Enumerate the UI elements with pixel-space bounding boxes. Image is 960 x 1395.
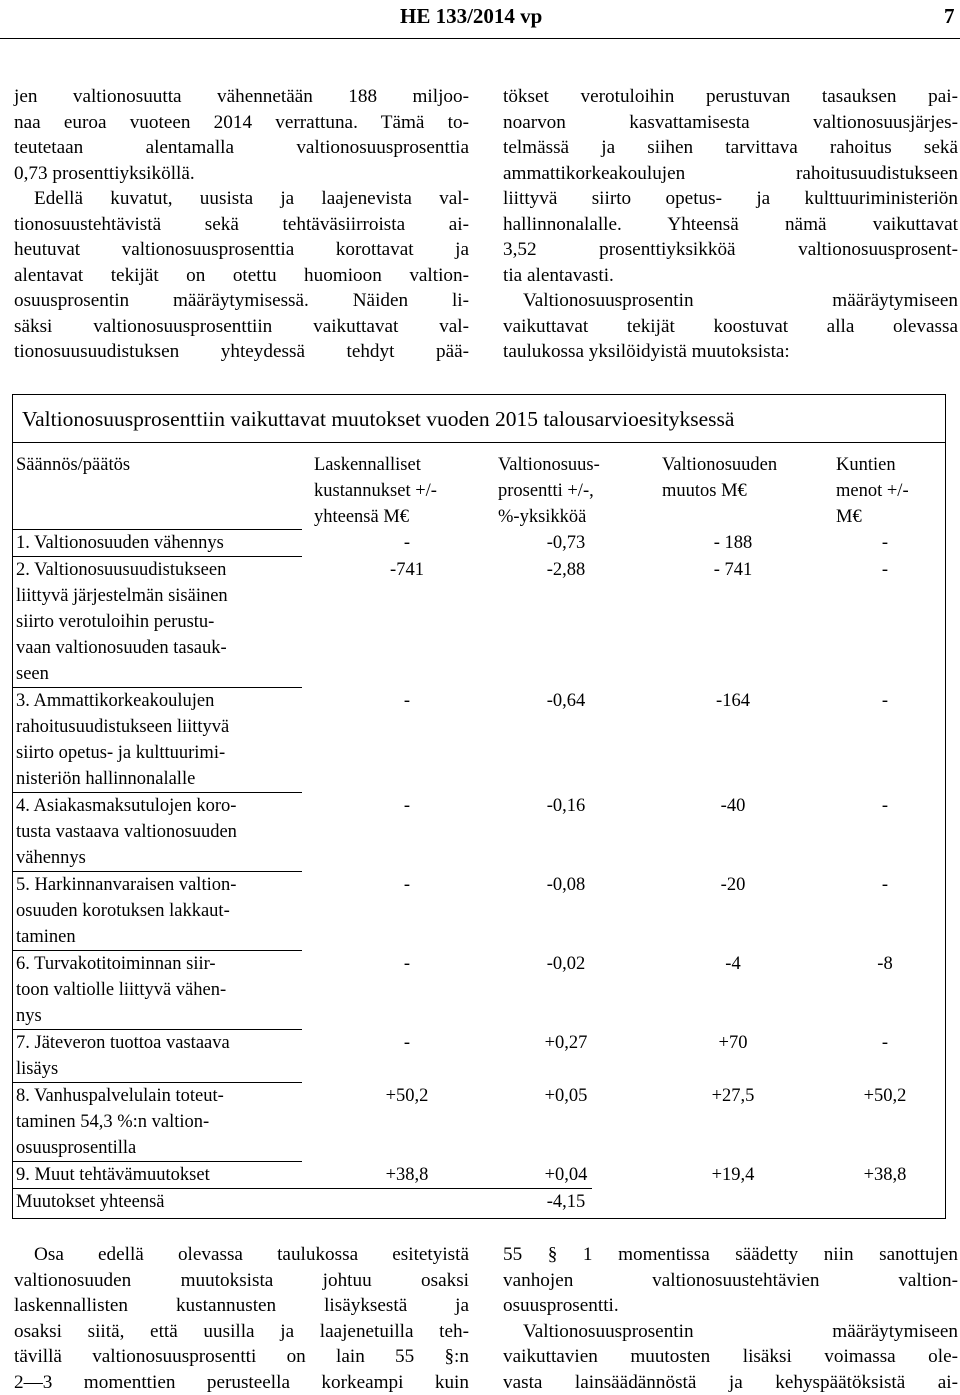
table-cell-line: 4. Asiakasmaksutulojen koro-: [16, 793, 237, 819]
text-line: noarvon kasvattamisesta valtionosuusjärjes-: [503, 110, 958, 136]
table-cell-cost: -: [352, 530, 462, 556]
text-line: liittyvä siirto opetus- ja kulttuuriministeriön: [503, 186, 958, 212]
table-cell-change: +27,5: [678, 1083, 788, 1109]
table-header-municipal: [836, 452, 909, 530]
text-line: Valtionosuusprosentin määräytymiseen: [503, 288, 958, 314]
table-cell-cost: -: [352, 688, 462, 714]
text-line: 0,73 prosenttiyksiköllä.: [14, 161, 469, 187]
text-line: säksi valtionosuusprosenttiin vaikuttavat val-: [14, 314, 469, 340]
table-cell-munic: -: [830, 1030, 940, 1056]
table-row-label: [16, 530, 224, 556]
text-line: valtionosuuden muutoksista johtuu osaksi: [14, 1268, 469, 1294]
table-header-cell: M€: [836, 504, 909, 530]
table-cell-line: 2. Valtionosuusuudistukseen: [16, 557, 228, 583]
table-header-rule: [16, 452, 130, 478]
table-cell-cost: -: [352, 872, 462, 898]
table-cell-line: seen: [16, 661, 228, 687]
table-row-label: [16, 872, 236, 950]
table-cell-line: lisäys: [16, 1056, 230, 1082]
text-line: tökset verotuloihin perustuvan tasauksen pai-: [503, 84, 958, 110]
text-line: osuusprosentin määräytymisessä. Näiden li-: [14, 288, 469, 314]
table-header-cell: Säännös/päätös: [16, 452, 130, 478]
text-line: 3,52 prosenttiyksikköä valtionosuusprosent-: [503, 237, 958, 263]
table-cell-cost: +50,2: [352, 1083, 462, 1109]
table-cell-change: - 188: [678, 530, 788, 556]
table-cell-line: 1. Valtionosuuden vähennys: [16, 530, 224, 556]
table-cell-line: rahoitusuudistukseen liittyvä: [16, 714, 229, 740]
table-row-label: [16, 557, 228, 687]
text-line: vaikuttavien muutosten lisäksi voimassa ole-: [503, 1344, 958, 1370]
text-line: tävillä valtionosuusprosentti on lain 55 §:n: [14, 1344, 469, 1370]
table-cell-line: 7. Jäteveron tuottoa vastaava: [16, 1030, 230, 1056]
table-header-cell: menot +/-: [836, 478, 909, 504]
text-line: taulukossa yksilöidyistä muutoksista:: [503, 339, 958, 365]
table-cell-change: +19,4: [678, 1162, 788, 1188]
table-cell-change: -40: [678, 793, 788, 819]
table-header-cell: Kuntien: [836, 452, 909, 478]
table-row-label: [16, 951, 226, 1029]
table-header-cell: %-yksikköä: [498, 504, 600, 530]
table-cell-munic: -: [830, 872, 940, 898]
table-cell-line: 8. Vanhuspalvelulain toteut-: [16, 1083, 224, 1109]
table-cell-line: vaan valtionosuuden tasauk-: [16, 635, 228, 661]
text-line: Edellä kuvatut, uusista ja laajenevista val-: [14, 186, 469, 212]
table-title: Valtionosuusprosenttiin vaikuttavat muutokset vuoden 2015 talousarvioesityksessä: [22, 407, 734, 432]
table-header-cost: [314, 452, 437, 530]
table-cell-line: vähennys: [16, 845, 237, 871]
table-cell-line: Muutokset yhteensä: [16, 1189, 165, 1215]
text-line: heutuvat valtionosuusprosenttia korottavat ja: [14, 237, 469, 263]
text-line: 2—3 momenttien perusteella korkeampi kuin: [14, 1370, 469, 1395]
left-column-top: [14, 84, 469, 365]
table-cell-line: nisteriön hallinnonalalle: [16, 766, 229, 792]
table-header-cell: muutos M€: [662, 478, 777, 504]
table-cell-pct: -4,15: [511, 1189, 621, 1215]
table-cell-change: +70: [678, 1030, 788, 1056]
table-row-label: [16, 1083, 224, 1161]
table-cell-line: taminen: [16, 924, 236, 950]
table-cell-cost: -: [352, 1030, 462, 1056]
table-cell-change: - 741: [678, 557, 788, 583]
right-column-top: [503, 84, 958, 365]
text-line: alentavat tekijät on otettu huomioon valtion-: [14, 263, 469, 289]
table-cell-pct: -0,08: [511, 872, 621, 898]
page-number: 7: [944, 4, 955, 29]
table-cell-line: osuuden korotuksen lakkaut-: [16, 898, 236, 924]
text-line: tionosuustehtävistä sekä tehtäväsiirroista ai-: [14, 212, 469, 238]
table-cell-line: nys: [16, 1003, 226, 1029]
text-line: ammattikorkeakoulujen rahoitusuudistukseen: [503, 161, 958, 187]
table-header-cell: kustannukset +/-: [314, 478, 437, 504]
text-line: jen valtionosuutta vähennetään 188 miljoo-: [14, 84, 469, 110]
table-cell-line: siirto opetus- ja kulttuurimi-: [16, 740, 229, 766]
table-cell-munic: -: [830, 530, 940, 556]
table-row-label: [16, 688, 229, 792]
table-cell-line: osuusprosentilla: [16, 1135, 224, 1161]
table-cell-munic: +50,2: [830, 1083, 940, 1109]
table-title-rule: [12, 442, 946, 443]
text-line: vasta lainsäädännöstä ja kehyspäätöksistä ai-: [503, 1370, 958, 1395]
table-cell-cost: -741: [352, 557, 462, 583]
table-header-cell: prosentti +/-,: [498, 478, 600, 504]
table-cell-line: 9. Muut tehtävämuutokset: [16, 1162, 210, 1188]
right-column-bottom: [503, 1242, 958, 1395]
text-line: tionosuusuudistuksen yhteydessä tehdyt pää-: [14, 339, 469, 365]
table-header-cell: yhteensä M€: [314, 504, 437, 530]
table-cell-line: taminen 54,3 %:n valtion-: [16, 1109, 224, 1135]
table-cell-pct: +0,04: [511, 1162, 621, 1188]
table-cell-line: siirto verotuloihin perustu-: [16, 609, 228, 635]
table-cell-change: -164: [678, 688, 788, 714]
text-line: osuusprosentti.: [503, 1293, 958, 1319]
table-cell-line: tusta vastaava valtionosuuden: [16, 819, 237, 845]
table-row-label: [16, 1030, 230, 1082]
table-header-cell: Valtionosuuden: [662, 452, 777, 478]
text-line: vaikuttavat tekijät koostuvat alla olevassa: [503, 314, 958, 340]
table-cell-pct: -0,16: [511, 793, 621, 819]
table-cell-munic: -8: [830, 951, 940, 977]
text-line: Osa edellä olevassa taulukossa esitetyistä: [14, 1242, 469, 1268]
table-cell-change: -4: [678, 951, 788, 977]
header-rule: [0, 38, 960, 39]
table-cell-munic: -: [830, 793, 940, 819]
table-cell-pct: -0,73: [511, 530, 621, 556]
text-line: tia alentavasti.: [503, 263, 958, 289]
text-line: teutetaan alentamalla valtionosuusprosenttia: [14, 135, 469, 161]
table-cell-line: liittyvä järjestelmän sisäinen: [16, 583, 228, 609]
table-cell-cost: +38,8: [352, 1162, 462, 1188]
table-cell-pct: +0,27: [511, 1030, 621, 1056]
text-line: hallinnonalalle. Yhteensä nämä vaikuttavat: [503, 212, 958, 238]
text-line: Valtionosuusprosentin määräytymiseen: [503, 1319, 958, 1345]
table-cell-pct: -0,02: [511, 951, 621, 977]
left-column-bottom: [14, 1242, 469, 1395]
document-header-title: HE 133/2014 vp: [400, 4, 542, 29]
table-cell-cost: -: [352, 793, 462, 819]
table-cell-line: 3. Ammattikorkeakoulujen: [16, 688, 229, 714]
table-cell-munic: -: [830, 688, 940, 714]
table-cell-pct: +0,05: [511, 1083, 621, 1109]
table-header-percent: [498, 452, 600, 530]
table-cell-change: -20: [678, 872, 788, 898]
table-cell-line: 5. Harkinnanvaraisen valtion-: [16, 872, 236, 898]
text-line: naa euroa vuoteen 2014 verrattuna. Tämä to-: [14, 110, 469, 136]
table-header-cell: Valtionosuus-: [498, 452, 600, 478]
table-header-change: [662, 452, 777, 504]
text-line: 55 § 1 momentissa säädetty niin sanottujen: [503, 1242, 958, 1268]
table-row-label: [16, 1162, 210, 1188]
text-line: vanhojen valtionosuustehtävien valtion-: [503, 1268, 958, 1294]
table-cell-pct: -0,64: [511, 688, 621, 714]
table-cell-munic: +38,8: [830, 1162, 940, 1188]
text-line: osaksi siitä, että uusilla ja laajenetuilla teh-: [14, 1319, 469, 1345]
text-line: telmässä ja siihen tarvittava rahoitus sekä: [503, 135, 958, 161]
table-cell-munic: -: [830, 557, 940, 583]
table-row-label: [16, 793, 237, 871]
text-line: laskennallisten kustannusten lisäyksestä ja: [14, 1293, 469, 1319]
table-cell-line: toon valtiolle liittyvä vähen-: [16, 977, 226, 1003]
table-row-label: [16, 1189, 165, 1215]
table-cell-cost: -: [352, 951, 462, 977]
table-cell-pct: -2,88: [511, 557, 621, 583]
table-cell-line: 6. Turvakotitoiminnan siir-: [16, 951, 226, 977]
table-header-cell: Laskennalliset: [314, 452, 437, 478]
